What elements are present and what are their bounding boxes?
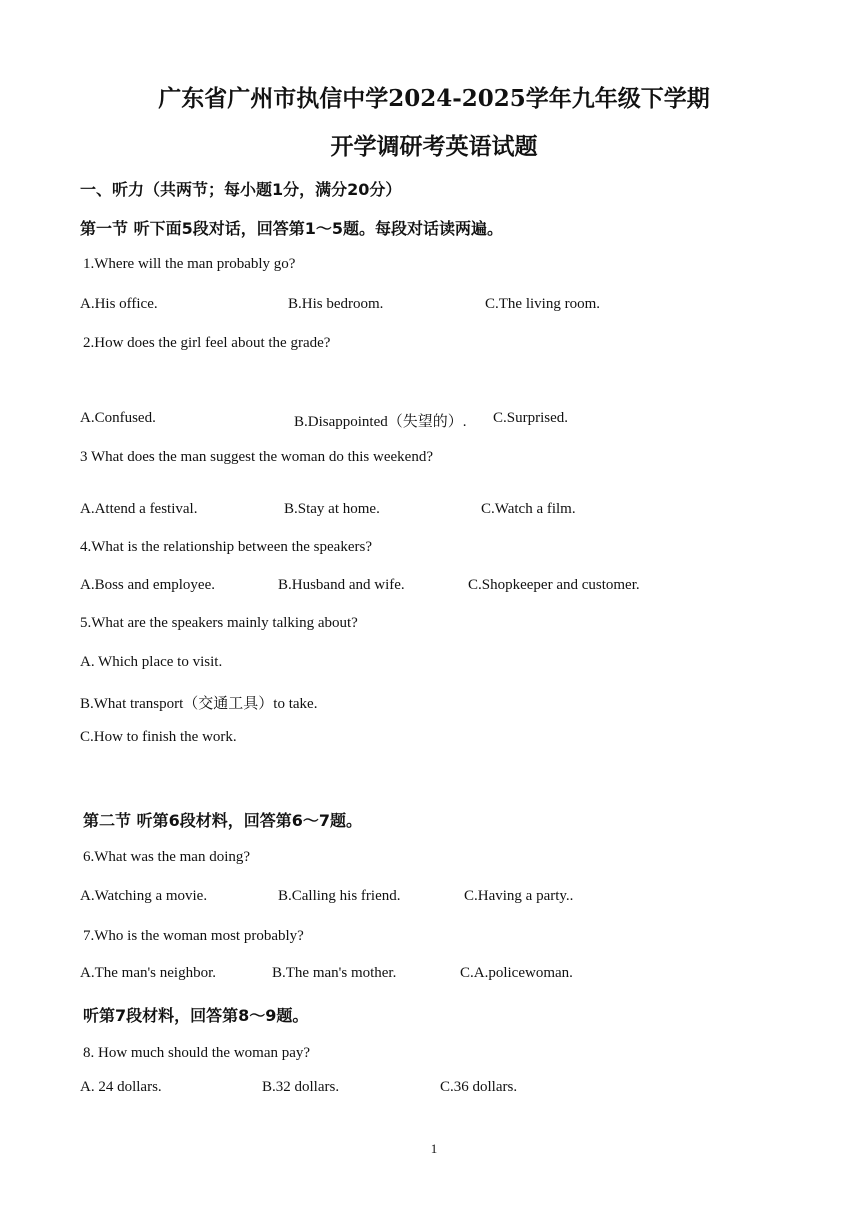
question-1: 1.Where will the man probably go?: [83, 256, 296, 272]
q1-option-c: C.The living room.: [485, 296, 600, 312]
q5-option-b: B.What transport（交通工具）to take.: [80, 696, 318, 712]
q8-option-c: C.36 dollars.: [440, 1079, 518, 1095]
q2-option-b: B.Disappointed（失望的）.: [294, 414, 467, 430]
q1-option-a: A.His office.: [80, 296, 158, 312]
part2-heading: 第二节 听第6段材料，回答第6～7题。: [83, 811, 362, 830]
q4-option-a: A.Boss and employee.: [80, 577, 215, 593]
q7-option-a: A.The man's neighbor.: [80, 965, 217, 981]
q2-option-a: A.Confused.: [80, 410, 156, 426]
section-heading-listening: 一、听力（共两节；每小题1分，满分20分）: [80, 180, 402, 199]
q5-option-c: C.How to finish the work.: [80, 729, 237, 745]
q3-option-c: C.Watch a film.: [481, 501, 576, 517]
question-8: 8. How much should the woman pay?: [83, 1045, 311, 1061]
q4-option-b: B.Husband and wife.: [278, 577, 405, 593]
question-6: 6.What was the man doing?: [83, 849, 251, 865]
part1-heading: 第一节 听下面5段对话，回答第1～5题。每段对话读两遍。: [80, 219, 503, 238]
page-title-line1: 广东省广州市执信中学2024-2025学年九年级下学期: [158, 85, 710, 112]
q1-option-b: B.His bedroom.: [288, 296, 384, 312]
page-number: 1: [430, 1141, 438, 1156]
q6-option-a: A.Watching a movie.: [80, 888, 208, 904]
q8-option-b: B.32 dollars.: [262, 1079, 340, 1095]
q6-option-c: C.Having a party..: [464, 888, 574, 904]
part2b-heading: 听第7段材料，回答第8～9题。: [83, 1006, 309, 1025]
q4-option-c: C.Shopkeeper and customer.: [468, 577, 640, 593]
q6-option-b: B.Calling his friend.: [278, 888, 401, 904]
question-2: 2.How does the girl feel about the grade?: [83, 335, 331, 351]
q7-option-b: B.The man's mother.: [272, 965, 397, 981]
q5-option-a: A. Which place to visit.: [80, 654, 223, 670]
question-3: 3 What does the man suggest the woman do this weekend?: [80, 449, 433, 465]
q8-option-a: A. 24 dollars.: [80, 1079, 162, 1095]
question-4: 4.What is the relationship between the speakers?: [80, 539, 372, 555]
q3-option-b: B.Stay at home.: [284, 501, 380, 517]
q7-option-c: C.A.policewoman.: [460, 965, 573, 981]
q2-option-c: C.Surprised.: [493, 410, 568, 426]
q3-option-a: A.Attend a festival.: [80, 501, 198, 517]
question-7: 7.Who is the woman most probably?: [83, 928, 304, 944]
question-5: 5.What are the speakers mainly talking about?: [80, 615, 358, 631]
page-title-line2: 开学调研考英语试题: [330, 133, 538, 160]
